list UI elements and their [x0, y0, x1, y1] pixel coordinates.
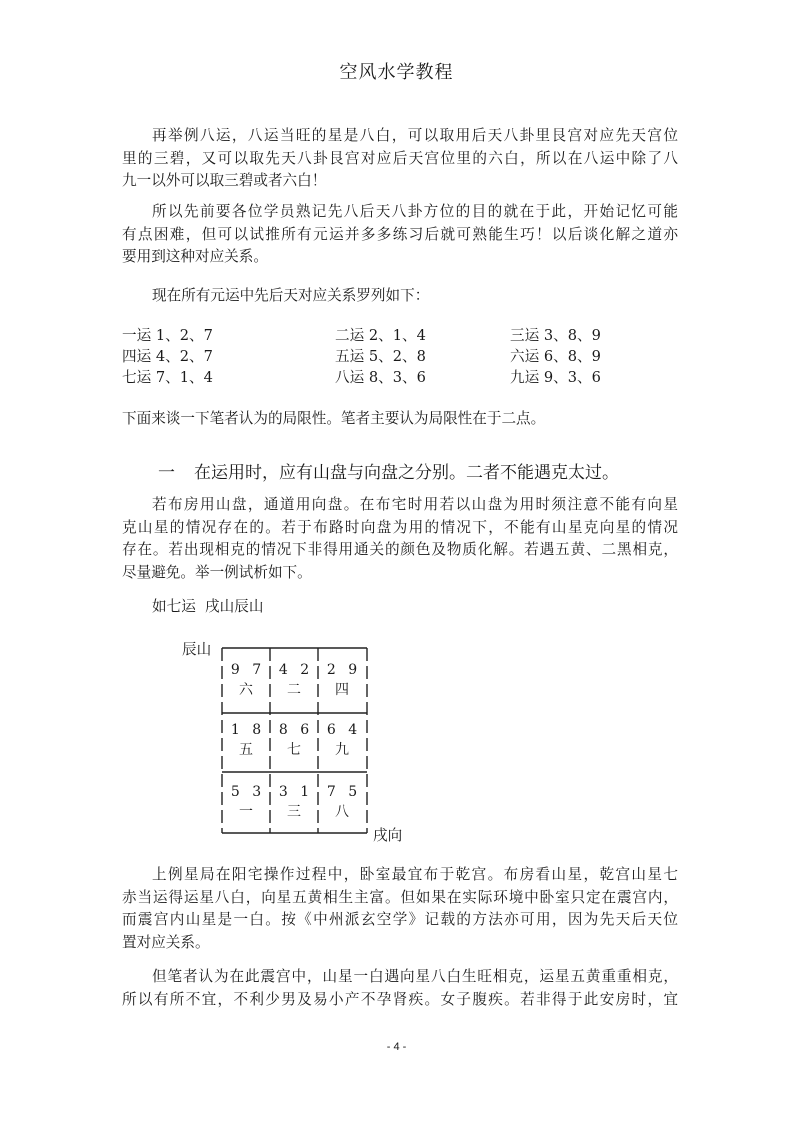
yun-cell: 五运 5、2、8 — [335, 348, 426, 365]
palace-stars: 8 6 — [278, 722, 314, 738]
palace-cell — [318, 720, 366, 760]
palace-stars: 4 2 — [278, 662, 314, 678]
palace-yun: 七 — [287, 742, 301, 758]
text-line: 再举例八运，八运当旺的星是八白，可以取用后天八卦里艮宫对应先天宫位 — [152, 127, 678, 144]
yun-cell: 六运 6、8、9 — [510, 348, 601, 365]
palace-yun: 三 — [287, 804, 301, 820]
palace-cell — [222, 720, 270, 760]
yun-cell: 一运 1、2、7 — [122, 327, 213, 344]
palace-yun: 五 — [239, 742, 253, 758]
text-line: 尽量避免。举一例试析如下。 — [122, 563, 312, 581]
text-line: 九一以外可以取三碧或者六白！ — [122, 172, 327, 189]
text-line: 所以有所不宜，不利少男及易小产不孕肾疾。女子腹疾。若非得于此安房时，宜 — [122, 990, 678, 1008]
palace-stars: 2 9 — [326, 662, 362, 678]
yun-cell: 二运 2、1、4 — [335, 327, 426, 344]
palace-stars: 1 8 — [230, 722, 266, 738]
palace-yun: 二 — [287, 682, 301, 698]
palace-cell — [318, 660, 366, 700]
palace-yun: 八 — [335, 804, 349, 820]
yun-cell: 八运 8、3、6 — [335, 369, 426, 386]
text-line: 有点困难，但可以试推所有元运并多多练习后就可熟能生巧！以后谈化解之道亦 — [122, 225, 678, 243]
text-line: 要用到这种对应关系。 — [122, 248, 268, 265]
text-line: 但笔者认为在此震宫中，山星一白遇向星八白生旺相克，运星五黄重重相克， — [152, 968, 678, 985]
text-line: 存在。若出现相克的情况下非得用通关的颜色及物质化解。若遇五黄、二黑相克， — [122, 541, 678, 558]
text-line: 置对应关系。 — [122, 933, 210, 951]
text-line: 所以先前要各位学员熟记先八后天八卦方位的目的就在于此，开始记忆可能 — [152, 203, 678, 220]
text-line: 赤当运得运星八白，向星五黄相生主富。但如果在实际环境中卧室只定在震宫内， — [122, 888, 678, 906]
palace-yun: 六 — [239, 682, 253, 698]
palace-cell — [222, 782, 270, 822]
text-line: 上例星局在阳宅操作过程中，卧室最宜布于乾宫。布房看山星，乾宫山星七 — [152, 866, 678, 883]
page-number: - 4 - — [386, 1041, 407, 1053]
yun-cell: 九运 9、3、6 — [510, 369, 601, 386]
palace-cell — [222, 660, 270, 700]
bottom-right-label: 戌向 — [373, 827, 403, 844]
text-line: 而震宫内山星是一白。按《中州派玄空学》记载的方法亦可用，因为先天后天位 — [122, 911, 678, 928]
palace-cell — [270, 782, 318, 822]
palace-stars: 3 1 — [278, 784, 314, 800]
palace-stars: 7 5 — [326, 784, 362, 800]
text-line: 现在所有元运中先后天对应关系罗列如下： — [152, 287, 430, 304]
palace-stars: 6 4 — [326, 722, 362, 738]
yun-cell: 三运 3、8、9 — [510, 327, 601, 344]
section-heading-text: 在运用时，应有山盘与向盘之分别。二者不能遇克太过。 — [194, 463, 619, 483]
text-line: 里的三碧，又可以取先天八卦艮宫对应后天宫位里的六白，所以在八运中除了八 — [122, 149, 678, 167]
palace-cell — [270, 720, 318, 760]
top-left-label: 辰山 — [182, 641, 212, 658]
palace-yun: 四 — [335, 682, 349, 698]
palace-cell — [270, 660, 318, 700]
text-line: 若布房用山盘，通道用向盘。在布宅时用若以山盘为用时须注意不能有向星 — [152, 496, 678, 513]
text-line: 如七运 戌山辰山 — [152, 598, 264, 615]
yun-cell: 四运 4、2、7 — [122, 348, 213, 365]
palace-stars: 5 3 — [230, 784, 266, 800]
text-line: 克山星的情况存在的。若于布路时向盘为用的情况下，不能有山星克向星的情况 — [122, 518, 678, 536]
palace-yun: 一 — [239, 804, 253, 820]
document-title: 空风水学教程 — [339, 62, 454, 83]
yun-cell: 七运 7、1、4 — [122, 369, 213, 386]
text-line: 下面来谈一下笔者认为的局限性。笔者主要认为局限性在于二点。 — [122, 410, 546, 427]
palace-cell — [318, 782, 366, 822]
paragraph-7 — [122, 864, 678, 954]
section-number: 一 — [158, 463, 175, 483]
paragraph-8 — [122, 966, 678, 1011]
palace-stars: 9 7 — [230, 662, 266, 678]
palace-yun: 九 — [335, 742, 349, 758]
